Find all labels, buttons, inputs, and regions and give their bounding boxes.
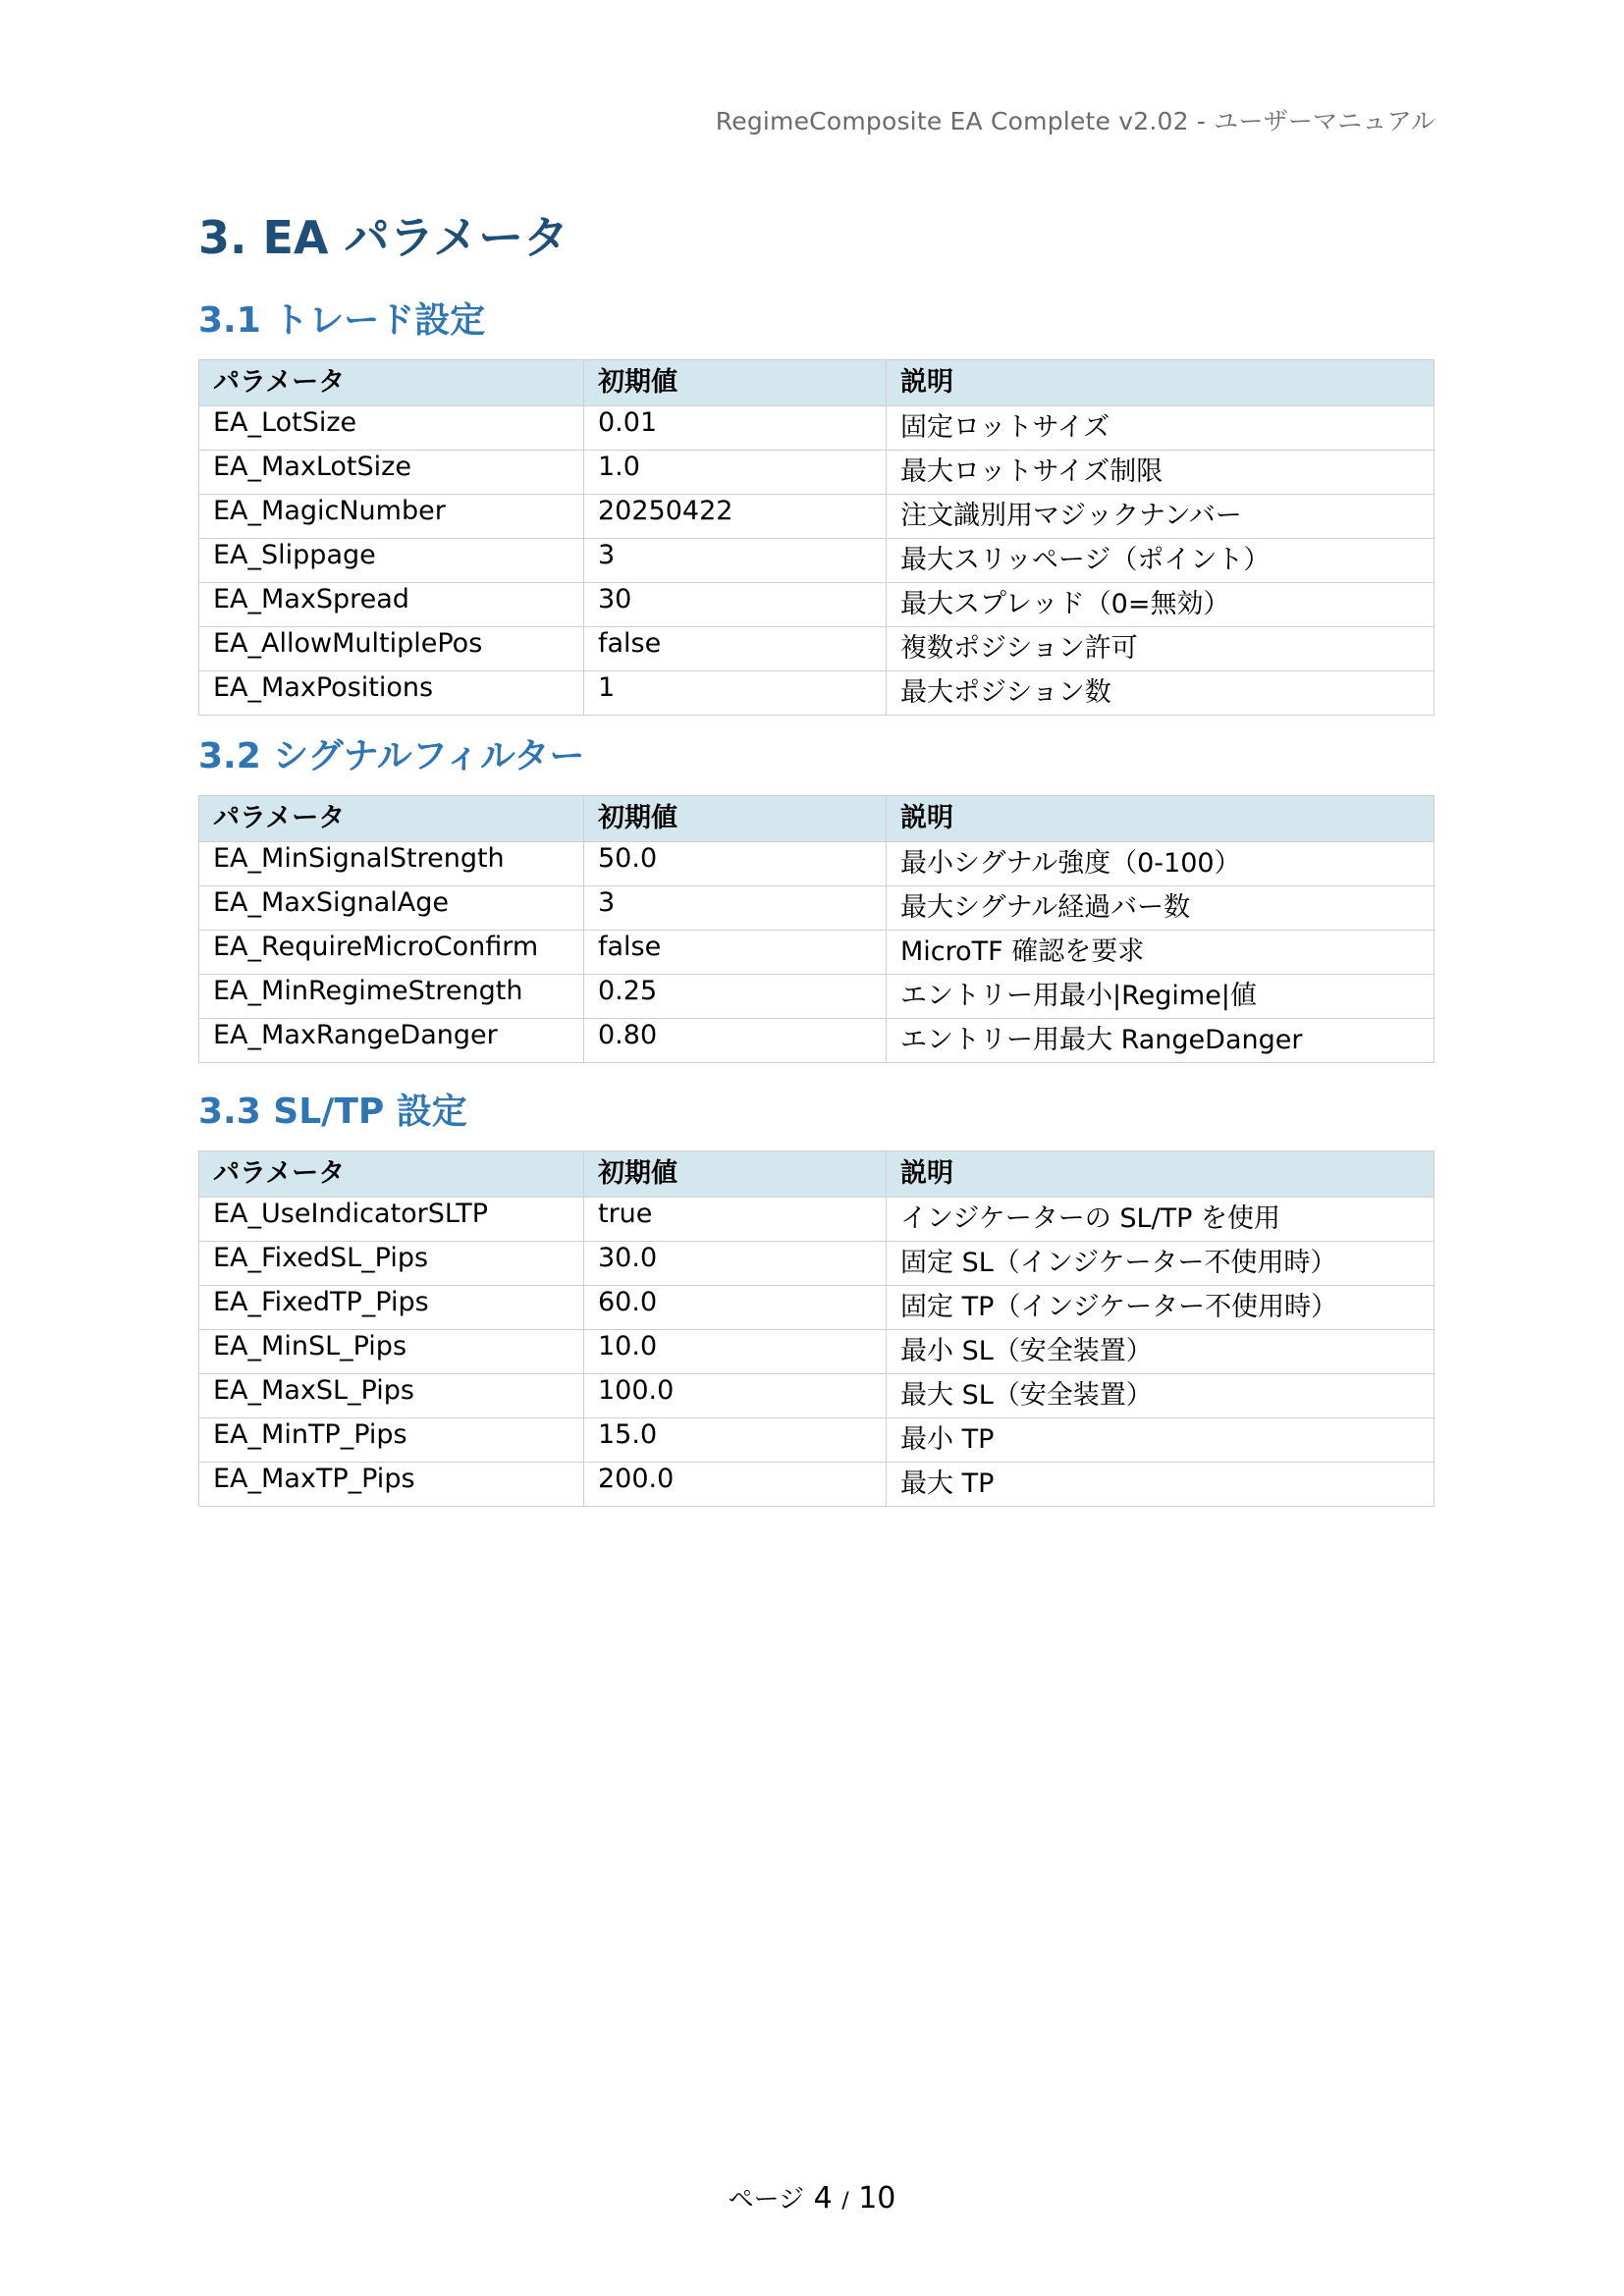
param-default: 200.0 xyxy=(584,1463,887,1507)
param-default: 20250422 xyxy=(584,495,887,539)
table-row xyxy=(199,495,1435,539)
param-description: 最大 SL（安全装置） xyxy=(887,1374,1435,1418)
param-default: 15.0 xyxy=(584,1418,887,1463)
table-row xyxy=(199,451,1435,495)
column-header-default: 初期値 xyxy=(584,796,887,842)
column-header-description: 説明 xyxy=(887,360,1435,406)
table-row xyxy=(199,406,1435,451)
param-name: EA_RequireMicroConfirm xyxy=(199,931,584,975)
param-name: EA_MinSL_Pips xyxy=(199,1330,584,1374)
param-description: 最大スプレッド（0=無効） xyxy=(887,583,1435,627)
section-title: 3.1 トレード設定 xyxy=(198,300,486,341)
param-name: EA_MaxSL_Pips xyxy=(199,1374,584,1418)
column-header-default: 初期値 xyxy=(584,360,887,406)
page-title: 3. EA パラメータ xyxy=(198,211,569,264)
section-trade-settings xyxy=(198,294,1434,716)
table-row xyxy=(199,842,1435,886)
param-name: EA_FixedSL_Pips xyxy=(199,1242,584,1286)
param-default: 50.0 xyxy=(584,842,887,886)
param-default: 1.0 xyxy=(584,451,887,495)
table-row xyxy=(199,1374,1435,1418)
table-row xyxy=(199,627,1435,671)
param-name: EA_Slippage xyxy=(199,539,584,583)
param-description: 最小シグナル強度（0-100） xyxy=(887,842,1435,886)
param-description: 固定 TP（インジケーター不使用時） xyxy=(887,1286,1435,1330)
param-description: 固定 SL（インジケーター不使用時） xyxy=(887,1242,1435,1286)
param-default: 100.0 xyxy=(584,1374,887,1418)
table-row xyxy=(199,1198,1435,1242)
param-description: 複数ポジション許可 xyxy=(887,627,1435,671)
param-default: true xyxy=(584,1198,887,1242)
param-description: 最大シグナル経過バー数 xyxy=(887,886,1435,931)
table-row xyxy=(199,671,1435,716)
param-description: 最大 TP xyxy=(887,1463,1435,1507)
column-header-description: 説明 xyxy=(887,1151,1435,1198)
table-row xyxy=(199,931,1435,975)
param-default: 30.0 xyxy=(584,1242,887,1286)
param-name: EA_MaxPositions xyxy=(199,671,584,716)
column-header-parameter: パラメータ xyxy=(199,1151,584,1198)
param-description: エントリー用最大 RangeDanger xyxy=(887,1019,1435,1063)
param-name: EA_MinTP_Pips xyxy=(199,1418,584,1463)
column-header-default: 初期値 xyxy=(584,1151,887,1198)
param-description: 最大ロットサイズ制限 xyxy=(887,451,1435,495)
param-name: EA_MaxRangeDanger xyxy=(199,1019,584,1063)
section-sltp-settings xyxy=(198,1086,1434,1507)
section-title: 3.3 SL/TP 設定 xyxy=(198,1092,467,1132)
table-row xyxy=(199,1242,1435,1286)
table-row xyxy=(199,583,1435,627)
param-default: false xyxy=(584,931,887,975)
param-name: EA_FixedTP_Pips xyxy=(199,1286,584,1330)
parameter-table xyxy=(198,359,1435,716)
param-default: 3 xyxy=(584,539,887,583)
param-description: MicroTF 確認を要求 xyxy=(887,931,1435,975)
param-description: 注文識別用マジックナンバー xyxy=(887,495,1435,539)
table-header-row xyxy=(199,1151,1435,1198)
param-description: 最大スリッページ（ポイント） xyxy=(887,539,1435,583)
param-default: 0.25 xyxy=(584,975,887,1019)
table-row xyxy=(199,1418,1435,1463)
param-name: EA_MaxSpread xyxy=(199,583,584,627)
table-header-row xyxy=(199,360,1435,406)
section-title: 3.2 シグナルフィルター xyxy=(198,736,585,776)
param-default: 60.0 xyxy=(584,1286,887,1330)
page-prefix: ページ xyxy=(728,2185,805,2215)
table-row xyxy=(199,1019,1435,1063)
column-header-description: 説明 xyxy=(887,796,1435,842)
table-row xyxy=(199,1463,1435,1507)
table-row xyxy=(199,1286,1435,1330)
param-name: EA_LotSize xyxy=(199,406,584,451)
table-row xyxy=(199,1330,1435,1374)
param-description: 最大ポジション数 xyxy=(887,671,1435,716)
param-default: 0.01 xyxy=(584,406,887,451)
table-header-row xyxy=(199,796,1435,842)
param-name: EA_MaxTP_Pips xyxy=(199,1463,584,1507)
param-name: EA_AllowMultiplePos xyxy=(199,627,584,671)
page-number xyxy=(0,2179,1624,2216)
running-header: RegimeComposite EA Complete v2.02 - ユーザーマニュアル xyxy=(715,107,1435,135)
parameter-table xyxy=(198,1150,1435,1507)
param-default: 10.0 xyxy=(584,1330,887,1374)
param-default: 30 xyxy=(584,583,887,627)
page-separator: / xyxy=(841,2189,849,2214)
param-default: false xyxy=(584,627,887,671)
section-signal-filter xyxy=(198,730,1434,1063)
param-description: 最小 TP xyxy=(887,1418,1435,1463)
table-row xyxy=(199,886,1435,931)
param-default: 1 xyxy=(584,671,887,716)
param-name: EA_MaxSignalAge xyxy=(199,886,584,931)
column-header-parameter: パラメータ xyxy=(199,360,584,406)
param-description: 固定ロットサイズ xyxy=(887,406,1435,451)
param-name: EA_MinSignalStrength xyxy=(199,842,584,886)
column-header-parameter: パラメータ xyxy=(199,796,584,842)
param-name: EA_MaxLotSize xyxy=(199,451,584,495)
current-page: 4 xyxy=(813,2181,833,2216)
param-name: EA_MagicNumber xyxy=(199,495,584,539)
param-description: 最小 SL（安全装置） xyxy=(887,1330,1435,1374)
param-description: インジケーターの SL/TP を使用 xyxy=(887,1198,1435,1242)
table-row xyxy=(199,539,1435,583)
total-pages: 10 xyxy=(858,2181,896,2216)
param-default: 3 xyxy=(584,886,887,931)
parameter-table xyxy=(198,795,1435,1063)
param-name: EA_UseIndicatorSLTP xyxy=(199,1198,584,1242)
param-name: EA_MinRegimeStrength xyxy=(199,975,584,1019)
table-row xyxy=(199,975,1435,1019)
param-description: エントリー用最小|Regime|値 xyxy=(887,975,1435,1019)
param-default: 0.80 xyxy=(584,1019,887,1063)
